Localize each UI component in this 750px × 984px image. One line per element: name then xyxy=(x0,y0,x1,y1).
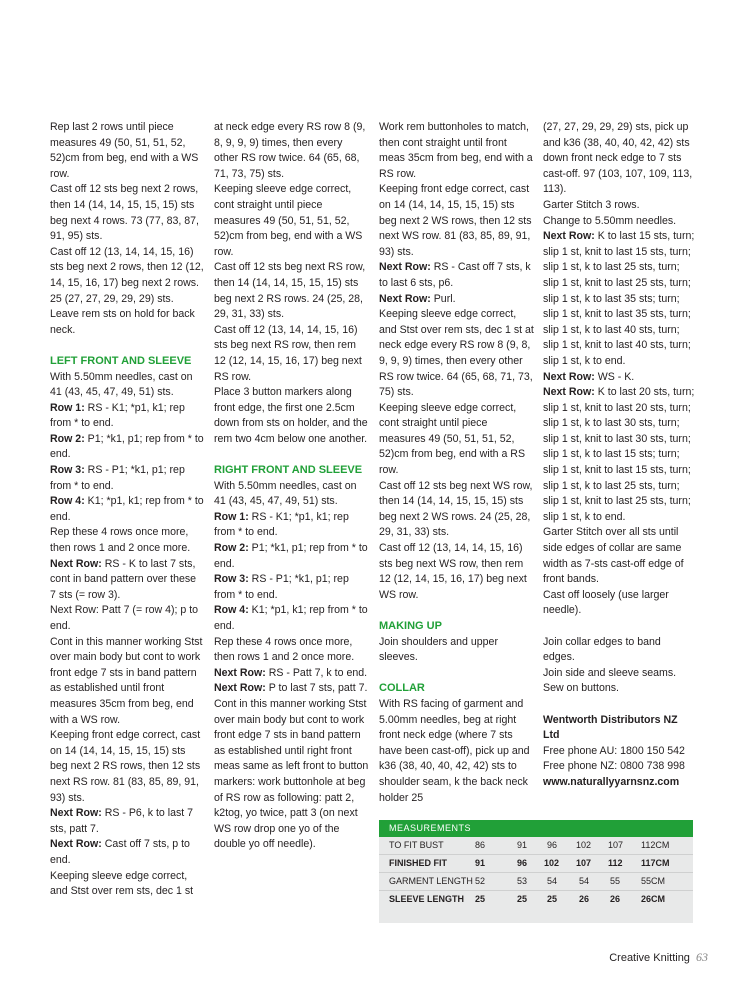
row-instruction xyxy=(379,260,534,291)
paragraph: With 5.50mm needles, cast on 41 (43, 45, 47, 49, 51) sts. xyxy=(214,479,357,508)
row-text: P1; *k1, p1; rep from * to end. xyxy=(50,432,204,461)
table-cell: 26 xyxy=(610,894,621,904)
paragraph: Cont in this manner working Stst over main body but cont to work front edge 7 sts in band pattern as established until right front meas same as left front to button markers: work buttonhole at beg of RS row as following: patt 2, k2tog, yo twice, patt 3 (on next WS row drop one yo of the double yo off needle). xyxy=(214,697,369,851)
table-cell: 26CM xyxy=(641,894,666,904)
table-cell: 54 xyxy=(547,876,558,886)
table-row xyxy=(379,837,693,855)
row-instruction xyxy=(50,837,204,868)
section-heading-left-front: LEFT FRONT AND SLEEVE xyxy=(50,354,192,367)
row-label: Row 3: xyxy=(214,573,249,586)
paragraph: Join collar edges to band edges. xyxy=(543,635,661,664)
paragraph: Join shoulders and upper sleeves. xyxy=(379,635,498,664)
website-link[interactable]: www.naturallyyarnsnz.com xyxy=(543,775,680,788)
row-text: K to last 15 sts, turn; slip 1 st, knit to last 15 sts, turn; slip 1 st, k to last 25 sts, turn; slip 1 st, knit to last 25 sts, turn; slip 1 st, k to last 35 sts; turn; slip 1 st, knit to last 35 sts, turn; slip 1 st, k to last 40 sts, turn; slip 1 st, knit to last 40 sts, turn; slip 1 st, k to end. xyxy=(543,230,695,367)
table-cell: 107 xyxy=(608,840,624,850)
paragraph: Keeping front edge correct, cast on 14 (14, 14, 15, 15, 15) sts beg next 2 RS rows, then 12 sts next RS row. 81 (83, 85, 89, 91, 93) sts. xyxy=(50,729,201,804)
table-cell: 112 xyxy=(608,858,623,868)
row-instruction xyxy=(50,806,204,837)
row-text: P to last 7 sts, patt 7. xyxy=(265,682,368,695)
paragraph: Keeping sleeve edge correct, cont straight until piece measures 49 (50, 51, 51, 52, 52)cm from beg, end with a WS row. xyxy=(214,183,363,258)
table-cell: 26 xyxy=(579,894,590,904)
row-text: WS - K. xyxy=(594,370,635,383)
paragraph: Place 3 button markers along front edge, the first one 2.5cm down from sts on holder, and the rem two 4cm below one another. xyxy=(214,386,368,445)
table-cell: 55 xyxy=(610,876,621,886)
paragraph: Cast off loosely (use larger needle). xyxy=(543,588,669,617)
row-text: RS - K to last 7 sts, cont in band pattern over these 7 sts (= row 3). xyxy=(50,557,197,601)
paragraph: Garter Stitch 3 rows. xyxy=(543,198,640,211)
table-cell: 52 xyxy=(475,876,486,886)
paragraph: Work rem buttonholes to match, then cont straight until front meas 35cm from beg, end with a RS row. xyxy=(379,121,533,180)
row-text: P1; *k1, p1; rep from * to end. xyxy=(214,542,368,570)
paragraph: (27, 27, 29, 29, 29) sts, pick up and k36 (38, 40, 40, 42, 42) sts down front neck edge to 7 sts cast-off. 97 (103, 107, 109, 113, 113). xyxy=(543,121,693,196)
table-cell: 25 xyxy=(475,894,486,904)
row-label: Row 2: xyxy=(214,542,249,555)
row-label: Row 4: xyxy=(50,495,85,508)
table-cell: 96 xyxy=(547,840,558,850)
paragraph: Cast off 12 sts beg next RS row, then 14 (14, 14, 15, 15, 15) sts beg next 2 RS rows. 24 (25, 28, 29, 31, 33) sts. xyxy=(214,261,366,321)
row-text: Cast off 7 sts, p to end. xyxy=(50,838,190,866)
row-label: Next Row: xyxy=(214,666,266,679)
paragraph: Rep these 4 rows once more, then rows 1 and 2 once more. xyxy=(214,635,355,664)
row-instruction xyxy=(214,541,369,572)
distributor-name: Wentworth Distributors NZ Ltd xyxy=(543,713,678,742)
magazine-name: Creative Knitting xyxy=(609,952,690,964)
paragraph: Cast off 12 sts beg next 2 rows, then 14 (14, 14, 15, 15, 15) sts beg next 4 rows. 73 (77, 83, 87, 91, 95) sts. xyxy=(50,183,199,243)
column-4 xyxy=(543,120,695,791)
row-label: Row 2: xyxy=(50,432,85,445)
row-text: RS - P1; *k1, p1; rep from * to end. xyxy=(50,464,185,492)
page-footer xyxy=(609,950,708,965)
paragraph: Keeping sleeve edge correct, and Stst over rem sts, dec 1 st at neck edge every RS row 8 (9, 8, 9, 9, 9) times, then every other RS row twice. 64 (65, 68, 71, 73, 75) sts. xyxy=(379,308,534,399)
table-cell: 107 xyxy=(576,858,592,868)
table-cell: 25 xyxy=(517,894,528,904)
table-cell: 86 xyxy=(475,840,486,850)
row-label: Next Row: xyxy=(543,230,595,243)
row-text: K to last 20 sts, turn; slip 1 st, knit to last 20 sts, turn; slip 1 st, k to last 30 sts, turn; slip 1 st, knit to last 30 sts, turn; slip 1 st, k to last 15 sts; turn; slip 1 st, knit to last 15 sts, turn; slip 1 st, k to last 25 sts, turn; slip 1 st, knit to last 25 sts, turn; slip 1 st, k to end. xyxy=(543,386,695,523)
table-cell: 112CM xyxy=(641,840,670,850)
row-instruction xyxy=(50,401,204,432)
paragraph: Change to 5.50mm needles. xyxy=(543,214,677,227)
column-2 xyxy=(214,120,369,853)
paragraph: Garter Stitch over all sts until side edges of collar are same width as 7-sts cast-off edge of front bands. xyxy=(543,526,684,586)
row-instruction xyxy=(50,432,204,463)
row-instruction xyxy=(214,666,369,682)
table-cell: 25 xyxy=(547,894,558,904)
measurements-table xyxy=(379,820,693,923)
row-text: RS - K1; *p1, k1; rep from * to end. xyxy=(214,510,349,539)
paragraph: Leave rem sts on hold for back neck. xyxy=(50,308,195,336)
row-label: Next Row: xyxy=(543,370,595,383)
row-label: Row 3: xyxy=(50,464,85,477)
paragraph: With 5.50mm needles, cast on 41 (43, 45, 47, 49, 51) sts. xyxy=(50,370,193,399)
row-label: Row 4: xyxy=(214,604,249,617)
page-number: 63 xyxy=(696,950,708,964)
row-label: Next Row: xyxy=(50,807,102,820)
row-instruction xyxy=(214,510,369,541)
paragraph: Keeping sleeve edge correct, and Stst over rem sts, dec 1 st xyxy=(50,869,194,898)
row-label: TO FIT BUST xyxy=(389,840,444,850)
table-cell: 117CM xyxy=(641,858,670,868)
phone-au: Free phone AU: 1800 150 542 xyxy=(543,744,685,757)
row-label: Row 1: xyxy=(50,401,85,414)
paragraph: Keeping sleeve edge correct, cont straight until piece measures 49 (50, 51, 51, 52, 52)cm from beg, end with a RS row. xyxy=(379,401,526,477)
row-label: Next Row: xyxy=(379,261,431,274)
row-instruction xyxy=(50,463,204,494)
row-instruction xyxy=(543,229,695,369)
table-row xyxy=(379,855,693,873)
row-text: RS - P1; *k1, p1; rep from * to end. xyxy=(214,573,349,601)
row-instruction xyxy=(543,385,695,525)
row-label: FINISHED FIT xyxy=(389,858,447,868)
row-text: Purl. xyxy=(430,292,456,305)
row-label: Next Row: xyxy=(50,557,102,570)
row-instruction xyxy=(50,557,204,604)
row-instruction xyxy=(379,292,534,308)
row-instruction xyxy=(214,572,369,603)
phone-nz: Free phone NZ: 0800 738 998 xyxy=(543,760,685,773)
column-3 xyxy=(379,120,534,806)
row-label: Next Row: xyxy=(379,292,431,305)
table-cell: 91 xyxy=(517,840,528,850)
row-text: RS - P6, k to last 7 sts, patt 7. xyxy=(50,807,194,835)
row-text: K1; *p1, k1; rep from * to end. xyxy=(50,495,204,523)
row-label: Next Row: xyxy=(50,838,102,851)
row-label: Row 1: xyxy=(214,510,249,523)
paragraph: Cast off 12 (13, 14, 14, 15, 16) sts beg next WS row, then rem 12 (12, 14, 15, 16, 17) beg next WS row. xyxy=(379,542,527,601)
row-label: GARMENT LENGTH xyxy=(389,876,473,886)
paragraph: Cast off 12 sts beg next WS row, then 14 (14, 14, 15, 15, 15) sts beg next 2 WS rows. 24 (25, 28, 29, 31, 33) sts. xyxy=(379,479,533,539)
row-text: K1; *p1, k1; rep from * to end. xyxy=(214,604,368,632)
paragraph: Rep these 4 rows once more, then rows 1 and 2 once more. xyxy=(50,526,191,555)
row-instruction xyxy=(214,681,369,697)
section-heading-right-front: RIGHT FRONT AND SLEEVE xyxy=(214,464,363,477)
section-heading-making-up: MAKING UP xyxy=(379,620,442,632)
table-cell: 55CM xyxy=(641,876,666,886)
row-text: RS - Patt 7, k to end. xyxy=(265,666,368,679)
row-label: SLEEVE LENGTH xyxy=(389,894,465,904)
paragraph: at neck edge every RS row 8 (9, 8, 9, 9, 9) times, then every other RS row twice. 64 (65, 68, 71, 73, 75) sts. xyxy=(214,121,366,180)
row-text: RS - Cast off 7 sts, k to last 6 sts, p6. xyxy=(379,261,531,289)
table-cell: 91 xyxy=(475,858,486,868)
table-row xyxy=(379,891,693,908)
paragraph: Keeping front edge correct, cast on 14 (14, 14, 15, 15, 15) sts beg next 2 WS rows, then 12 sts next WS row. 81 (83, 85, 89, 91, 93) sts. xyxy=(379,183,532,258)
table-cell: 96 xyxy=(517,858,528,868)
row-instruction xyxy=(214,603,369,634)
paragraph: With RS facing of garment and 5.00mm needles, beg at right front neck edge (where 7 sts have been cast-off), pick up and k36 (38, 40, 40, 42, 42) sts to shoulder seam, k the back neck holder 25 xyxy=(379,697,530,804)
table-cell: 102 xyxy=(576,840,592,850)
paragraph: Next Row: Patt 7 (= row 4); p to end. xyxy=(50,604,199,632)
paragraph: Cast off 12 (13, 14, 14, 15, 16) sts beg next 2 rows, then 12 (12, 14, 15, 16, 17) beg next 2 rows. 25 (27, 27, 29, 29, 29) sts. xyxy=(50,245,204,305)
paragraph: Cast off 12 (13, 14, 14, 15, 16) sts beg next RS row, then rem 12 (12, 14, 15, 16, 17) beg next RS row. xyxy=(214,323,362,383)
row-instruction xyxy=(543,370,695,386)
section-heading-collar: COLLAR xyxy=(379,682,425,695)
table-cell: 54 xyxy=(579,876,590,886)
row-text: RS - K1; *p1, k1; rep from * to end. xyxy=(50,401,185,430)
table-cell: 102 xyxy=(544,858,560,868)
paragraph: Rep last 2 rows until piece measures 49 (50, 51, 51, 52, 52)cm from beg, end with a WS row. xyxy=(50,121,199,180)
paragraph: Sew on buttons. xyxy=(543,682,619,695)
table-cell: 53 xyxy=(517,876,528,886)
paragraph: Join side and sleeve seams. xyxy=(543,666,677,679)
row-label: Next Row: xyxy=(543,386,595,399)
table-row xyxy=(379,873,693,891)
measurements-title: MEASUREMENTS xyxy=(379,820,693,837)
row-instruction xyxy=(50,494,204,525)
paragraph: Cont in this manner working Stst over main body but cont to work front edge 7 sts in band pattern as established until front measures 35cm from beg, end with a WS row. xyxy=(50,635,203,726)
column-1 xyxy=(50,120,204,900)
row-label: Next Row: xyxy=(214,682,266,695)
